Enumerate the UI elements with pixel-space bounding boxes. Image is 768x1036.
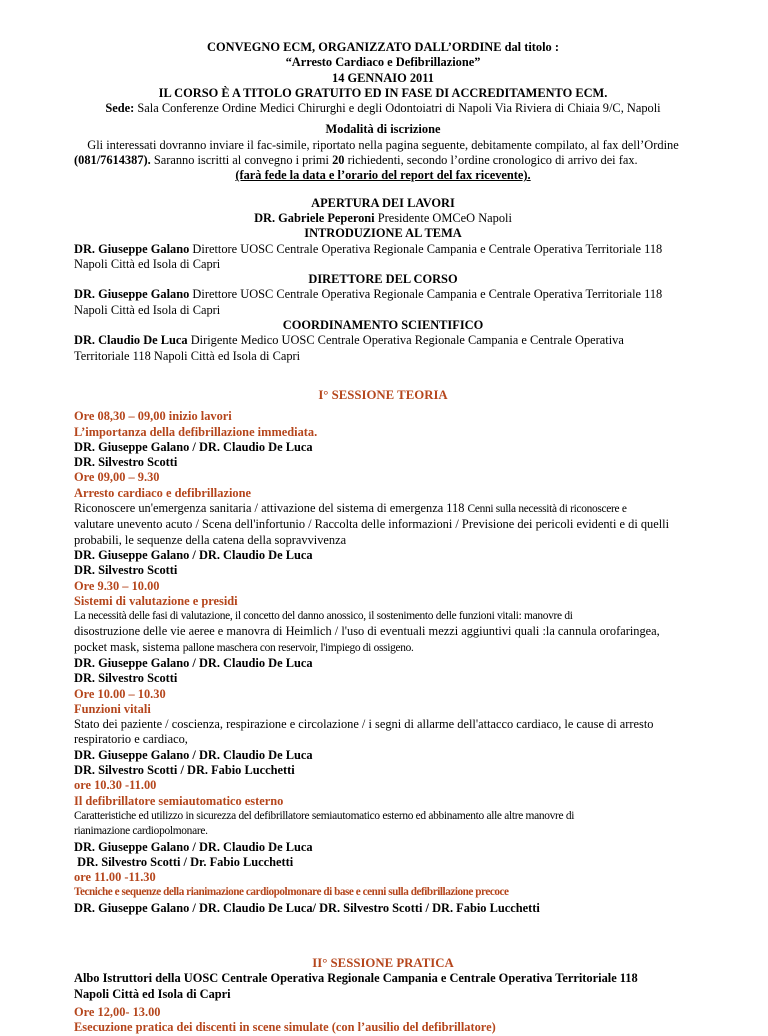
practice-time: Ore 12,00- 13.00 [74, 1004, 161, 1019]
opening-speaker-name: DR. Gabriele Peperoni [254, 210, 375, 225]
intro-speaker [74, 242, 692, 257]
coordination-title: COORDINAMENTO SCIENTIFICO [282, 318, 484, 333]
slot-3-desc-1: La necessità delle fasi di valutazione, il concetto del danno anossico, il sostenimento delle funzioni vitali: manovre di [74, 610, 573, 623]
fax-number: (081/7614387). [74, 153, 151, 168]
slot-2-desc-1b: Cenni sulla necessità di riconoscere e [467, 503, 627, 516]
slot-2-speakers: DR. Giuseppe Galano / DR. Claudio De Luca [74, 547, 313, 562]
director-speaker [74, 287, 692, 302]
director-name: DR. Giuseppe Galano [74, 287, 190, 302]
slot-4-desc-1: Stato dei paziente / coscienza, respirazione e circolazione / i segni di allarme dell'attacco cardiaco, le cause di arresto [74, 717, 654, 732]
coordinator-role: Dirigente Medico UOSC Centrale Operativa Regionale Campania e Centrale Operativa [187, 333, 624, 348]
slot-4-desc-2: respiratorio e cardiaco, [74, 732, 188, 747]
session-2-title: II° SESSIONE PRATICA [312, 956, 454, 971]
slot-1-title: L’importanza della defibrillazione immediata. [74, 424, 318, 439]
slot-2-desc-1a: Riconoscere un'emergenza sanitaria / attivazione del sistema di emergenza 118 [74, 501, 468, 516]
slot-1-time: Ore 08,30 – 09,00 inizio lavori [74, 409, 232, 424]
slot-3-desc-3 [74, 640, 692, 656]
course-date: 14 GENNAIO 2011 [332, 70, 434, 85]
intro-speaker-role-2: Napoli Città ed Isola di Capri [74, 256, 221, 271]
slot-3-desc-2: disostruzione delle vie aeree e manovra di Heimlich / l'uso di eventuali mezzi aggiuntivi quali :la cannula orofaringea, [74, 624, 660, 639]
slot-2-desc-2: valutare unevento acuto / Scena dell'infortunio / Raccolta delle informazioni / Previsione dei pericoli evidenti e di quelli [74, 517, 670, 532]
header-line-1: CONVEGNO ECM, ORGANIZZATO DALL’ORDINE dal titolo : [207, 40, 559, 54]
venue-line [74, 101, 692, 116]
director-role-2: Napoli Città ed Isola di Capri [74, 302, 221, 317]
session-2-instructors-2: Napoli Città ed Isola di Capri [74, 986, 231, 1001]
slot-3-speakers: DR. Giuseppe Galano / DR. Claudio De Luca [74, 655, 313, 670]
document-body [74, 40, 692, 1036]
slot-5-speakers-2: DR. Silvestro Scotti / Dr. Fabio Lucchetti [74, 854, 294, 869]
coordinator-role-2: Territoriale 118 Napoli Città ed Isola di Capri [74, 348, 301, 363]
slot-2-desc-1 [74, 501, 692, 517]
course-title: “Arresto Cardiaco e Defibrillazione” [285, 55, 481, 70]
slot-2-desc-3: probabili, le sequenze della catena della sopravvivenza [74, 532, 347, 547]
slot-3-speakers-2: DR. Silvestro Scotti [74, 671, 178, 686]
slot-5-title: Il defibrillatore semiautomatico esterno [74, 793, 284, 808]
registration-title: Modalità di iscrizione [325, 122, 441, 137]
intro-speaker-name: DR. Giuseppe Galano [74, 241, 190, 256]
session-1-title: I° SESSIONE TEORIA [318, 387, 448, 402]
coordinator-name: DR. Claudio De Luca [74, 333, 188, 348]
slot-4-title: Funzioni vitali [74, 701, 151, 716]
venue-label: Sede: [105, 101, 135, 116]
slot-4-time: Ore 10.00 – 10.30 [74, 686, 166, 701]
registration-text-2a: Saranno iscritti al convegno i primi [150, 153, 333, 168]
slot-5-time: ore 10.30 -11.00 [74, 778, 157, 793]
intro-speaker-role: Direttore UOSC Centrale Operativa Regionale Campania e Centrale Operativa Territoriale 118 [189, 241, 663, 256]
slot-6-speakers: DR. Giuseppe Galano / DR. Claudio De Luca/ DR. Silvestro Scotti / DR. Fabio Lucchetti [74, 900, 540, 915]
opening-speaker-role: Presidente OMCeO Napoli [374, 210, 512, 225]
opening-speaker [74, 211, 692, 226]
registration-note: (farà fede la data e l’orario del report del fax ricevente). [235, 168, 531, 183]
slot-4-speakers: DR. Giuseppe Galano / DR. Claudio De Luca [74, 747, 313, 762]
course-free-notice: IL CORSO È A TITOLO GRATUITO ED IN FASE DI ACCREDITAMENTO ECM. [158, 85, 608, 100]
slot-5-desc-2: rianimazione cardiopolmonare. [74, 825, 208, 838]
slot-6-time: ore 11.00 -11.30 [74, 870, 156, 885]
slot-3-time: Ore 9.30 – 10.00 [74, 578, 160, 593]
slot-2-time: Ore 09,00 – 9.30 [74, 470, 160, 485]
max-participants: 20 [332, 153, 345, 168]
slot-5-desc-1: Caratteristiche ed utilizzo in sicurezza del defibrillatore semiautomatico esterno ed abbinamento alle altre manovre di [74, 809, 575, 822]
slot-3-title: Sistemi di valutazione e presidi [74, 593, 238, 608]
slot-1-speakers-2: DR. Silvestro Scotti [74, 455, 178, 470]
director-title: DIRETTORE DEL CORSO [308, 272, 458, 287]
practice-title: Esecuzione pratica dei discenti in scene simulate (con l’ausilio del defibrillatore) [74, 1020, 496, 1035]
slot-2-title: Arresto cardiaco e defibrillazione [74, 485, 251, 500]
slot-1-speakers: DR. Giuseppe Galano / DR. Claudio De Luca [74, 439, 313, 454]
session-2-instructors: Albo Istruttori della UOSC Centrale Operativa Regionale Campania e Centrale Operativa Territoriale 118 [74, 971, 638, 986]
slot-2-speakers-2: DR. Silvestro Scotti [74, 563, 178, 578]
slot-5-speakers: DR. Giuseppe Galano / DR. Claudio De Luca [74, 839, 313, 854]
intro-title: INTRODUZIONE AL TEMA [304, 226, 462, 241]
registration-text-2 [74, 153, 692, 168]
registration-text-2b: richiedenti, secondo l’ordine cronologico di arrivo dei fax. [344, 153, 638, 168]
slot-3-desc-3a: pocket mask, sistema [74, 639, 183, 654]
slot-3-desc-3b: pallone maschera con reservoir, l'impiego di ossigeno. [182, 641, 414, 654]
director-role: Direttore UOSC Centrale Operativa Regionale Campania e Centrale Operativa Territoriale 118 [189, 287, 663, 302]
venue-text: Sala Conferenze Ordine Medici Chirurghi e degli Odontoiatri di Napoli Via Riviera di Chiaia 9/C, Napoli [134, 101, 661, 116]
slot-6-title: Tecniche e sequenze della rianimazione cardiopolmonare di base e cenni sulla defibrillazione precoce [74, 886, 509, 899]
coordination-speaker [74, 333, 692, 348]
slot-4-speakers-2: DR. Silvestro Scotti / DR. Fabio Lucchetti [74, 763, 295, 778]
registration-text-1: Gli interessati dovranno inviare il fac-simile, riportato nella pagina seguente, debitamente compilato, al fax dell’Ordine [87, 137, 679, 152]
opening-title: APERTURA DEI LAVORI [311, 195, 455, 210]
